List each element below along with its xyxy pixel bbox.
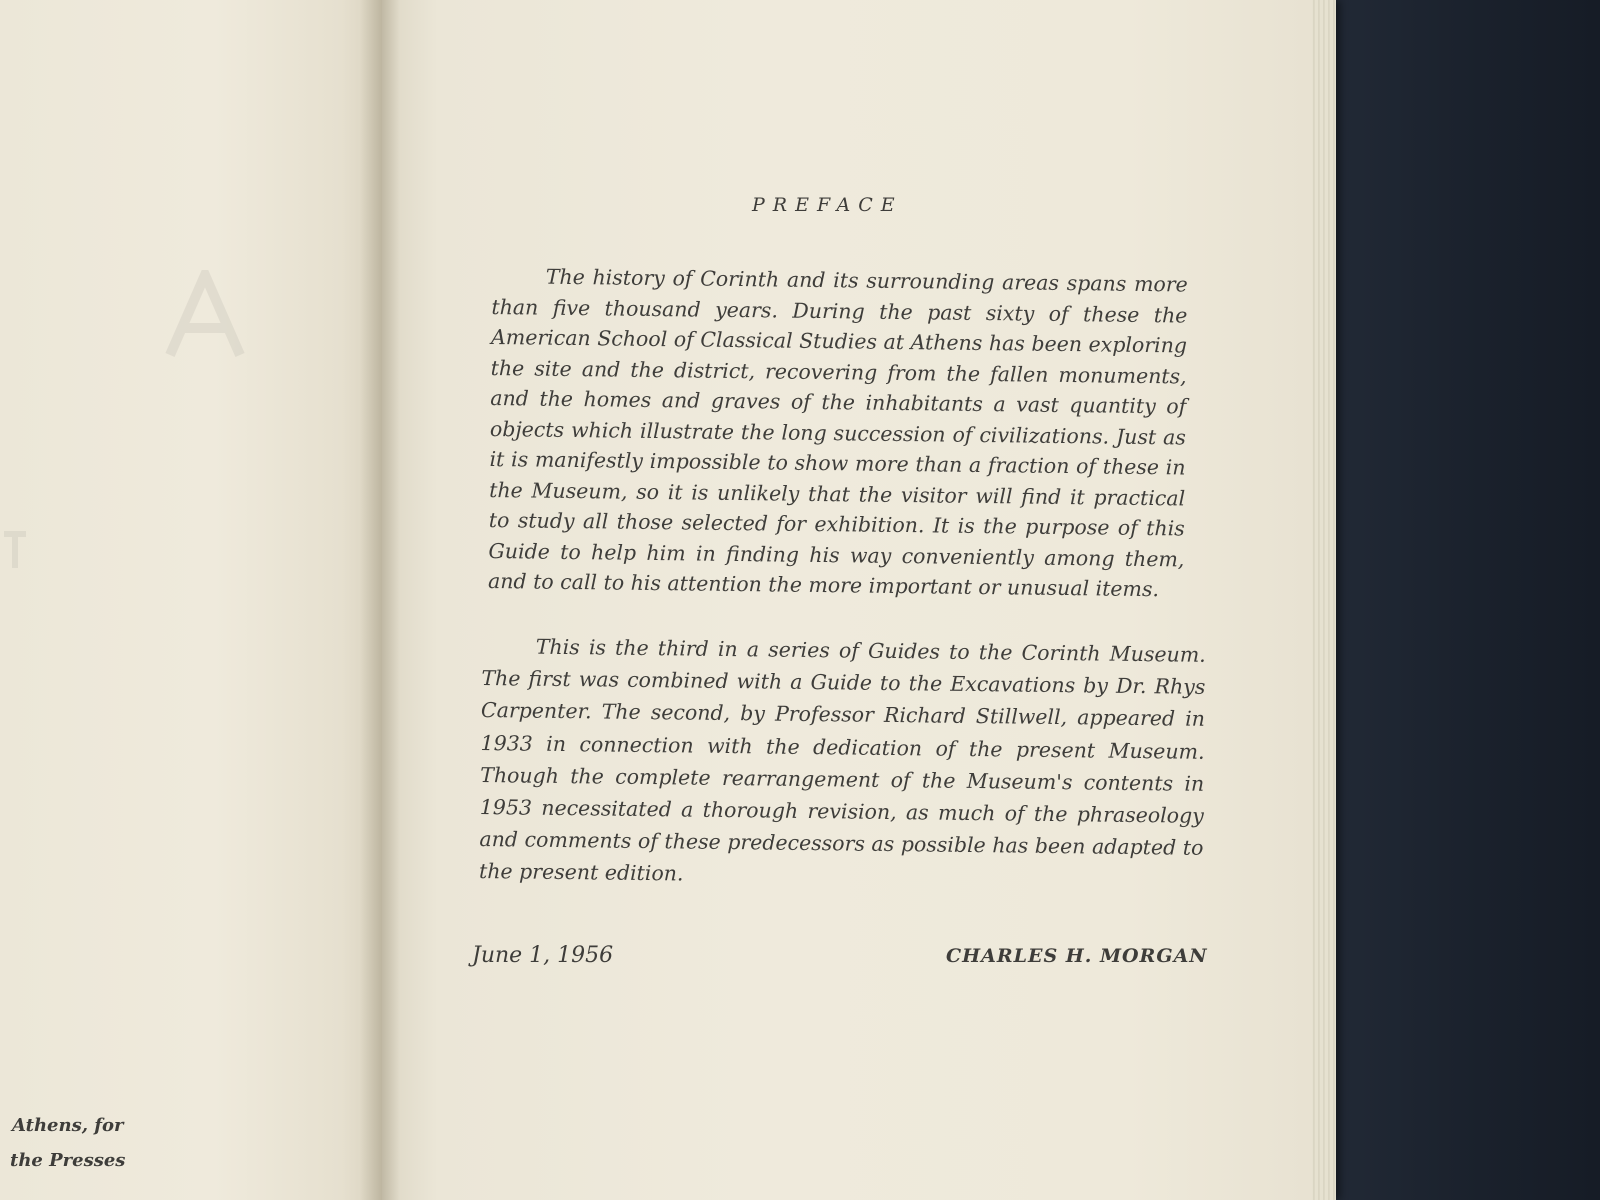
preface-paragraph-1: The history of Corinth and its surrounding areas spans more than five thousand years. During the past sixty of these the American School of Classical Studies at Athens has been exploring the site and the district, recovering from the fallen monuments, and the homes and graves of the inhabitants a vast quantity of objects which illustrate the long succession of civilizations. Just as it is manifestly impossible to show more than a fraction of these in the Museum, so it is unlikely that the visitor will find it practical to study all those selected for exhibition. It is the purpose of this Guide to help him in finding his way conveniently among them, and to call to his attention the more important or unusual items. <box>487 264 1188 602</box>
left-page-line-1: Athens, for <box>12 1115 124 1136</box>
book-gutter <box>360 0 400 1200</box>
preface-date: June 1, 1956 <box>472 943 614 968</box>
left-page <box>0 0 388 1200</box>
preface-author: CHARLES H. MORGAN <box>946 945 1208 967</box>
left-page-line-2: the Presses <box>10 1150 126 1171</box>
preface-paragraph-2: This is the third in a series of Guides to the Corinth Museum. The first was combined with a Guide to the Excavations by Dr. Rhys Carpenter. The second, by Professor Richard Stillwell, appeared in 1933 in connection with the dedication of the present Museum. Though the complete rearrangement of the Museum's contents in 1953 necessitated a thorough revision, as much of the phraseology and comments of these predecessors as possible has been adapted to the present edition. <box>478 634 1206 886</box>
show-through-letters <box>160 270 250 360</box>
preface-heading: PREFACE <box>752 194 903 216</box>
dark-backdrop <box>1300 0 1600 1200</box>
show-through-mark <box>0 530 30 570</box>
